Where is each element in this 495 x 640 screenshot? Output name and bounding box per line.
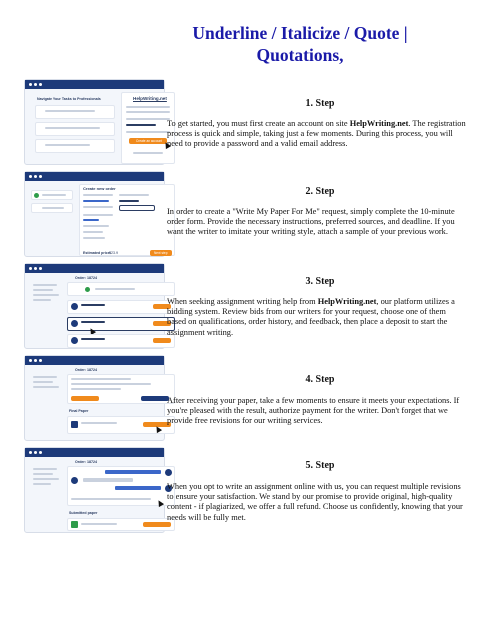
step-3-heading: 3. Step [305,276,335,287]
page-title: Underline / Italicize / Quote | Quotations, [192,23,408,65]
hire-writer-button[interactable] [153,338,171,343]
brand-name: HelpWriting.net [349,119,409,128]
step-5-text: When you opt to write an assignment online with us, you can request multiple revisions to ensure your satisfaction. We stand by our promise to provide original, high-quality content - if plagiarized, we offer a full refund. Choose us confidently, knowing that your needs will be fully met. [167,482,463,522]
window-titlebar [25,172,164,181]
feature-card [35,139,115,153]
chat-message [83,478,133,482]
submitted-paper-heading: Submitted paper [69,511,98,515]
step-3-text: When seeking assignment writing help from HelpWriting.net, our platform utilizes a bidding system. Review bids from our writers for your request, choose one of them based on qualifications, order history, and feedback, then place a deposit to start the assignment writing. [167,297,455,337]
order-number: Order: 18724 [75,276,97,280]
file-icon [71,521,78,528]
order-number: Order: 18724 [75,368,97,372]
chat-message [115,486,161,490]
create-account-label: Create an account [136,139,163,143]
step-1-screenshot [24,79,165,165]
step-4-heading: 4. Step [305,374,335,385]
order-number: Order: 18724 [75,460,97,464]
window-titlebar [25,264,164,273]
step-5-screenshot [24,447,165,533]
feature-card [35,122,115,136]
feature-card [35,105,115,119]
step-1-heading: 1. Step [305,98,335,109]
brand-name: HelpWriting.net [317,297,377,306]
step-3-screenshot [24,263,165,349]
order-form-title: Create new order [83,186,116,191]
step-4-text: After receiving your paper, take a few moments to ensure it meets your expectations. If you're pleased with the result, authorize payment for the writer. Don't forget that we provide free revisions for our writing services. [167,396,460,426]
step-5-heading: 5. Step [305,460,335,471]
file-icon [71,421,78,428]
window-titlebar [25,356,164,365]
final-paper-heading: Final Paper [69,409,89,413]
shot-heading: Navigate Your Tasks to Professionals [37,97,101,101]
step-2-heading: 2. Step [305,186,335,197]
chat-message [105,470,161,474]
window-titlebar [25,80,164,89]
estimated-price-label: Estimated price: [83,251,111,255]
brand-logo: HelpWriting.net [133,96,167,101]
step-4-screenshot [24,355,165,441]
window-titlebar [25,448,164,457]
step-2-text: In order to create a "Write My Paper For Me" request, simply complete the 10-minute order form. Provide the necessary instructions, preferred sources, and deadline. If you want the writer to imitate your writing style, attach a sample of your previous work. [167,207,455,237]
deadline-field[interactable] [119,205,155,211]
approve-button[interactable] [141,396,169,401]
request-revision-button[interactable] [71,396,99,401]
next-step-label: Next step [154,251,168,255]
step-1-text: To get started, you must first create an account on site HelpWriting.net. The registration process is quick and simple, taking just a few moments. During this process, you will need to provide a password and a valid email address. [167,119,466,149]
step-2-screenshot [24,171,168,257]
estimated-price-value: $23.9 [109,251,118,255]
